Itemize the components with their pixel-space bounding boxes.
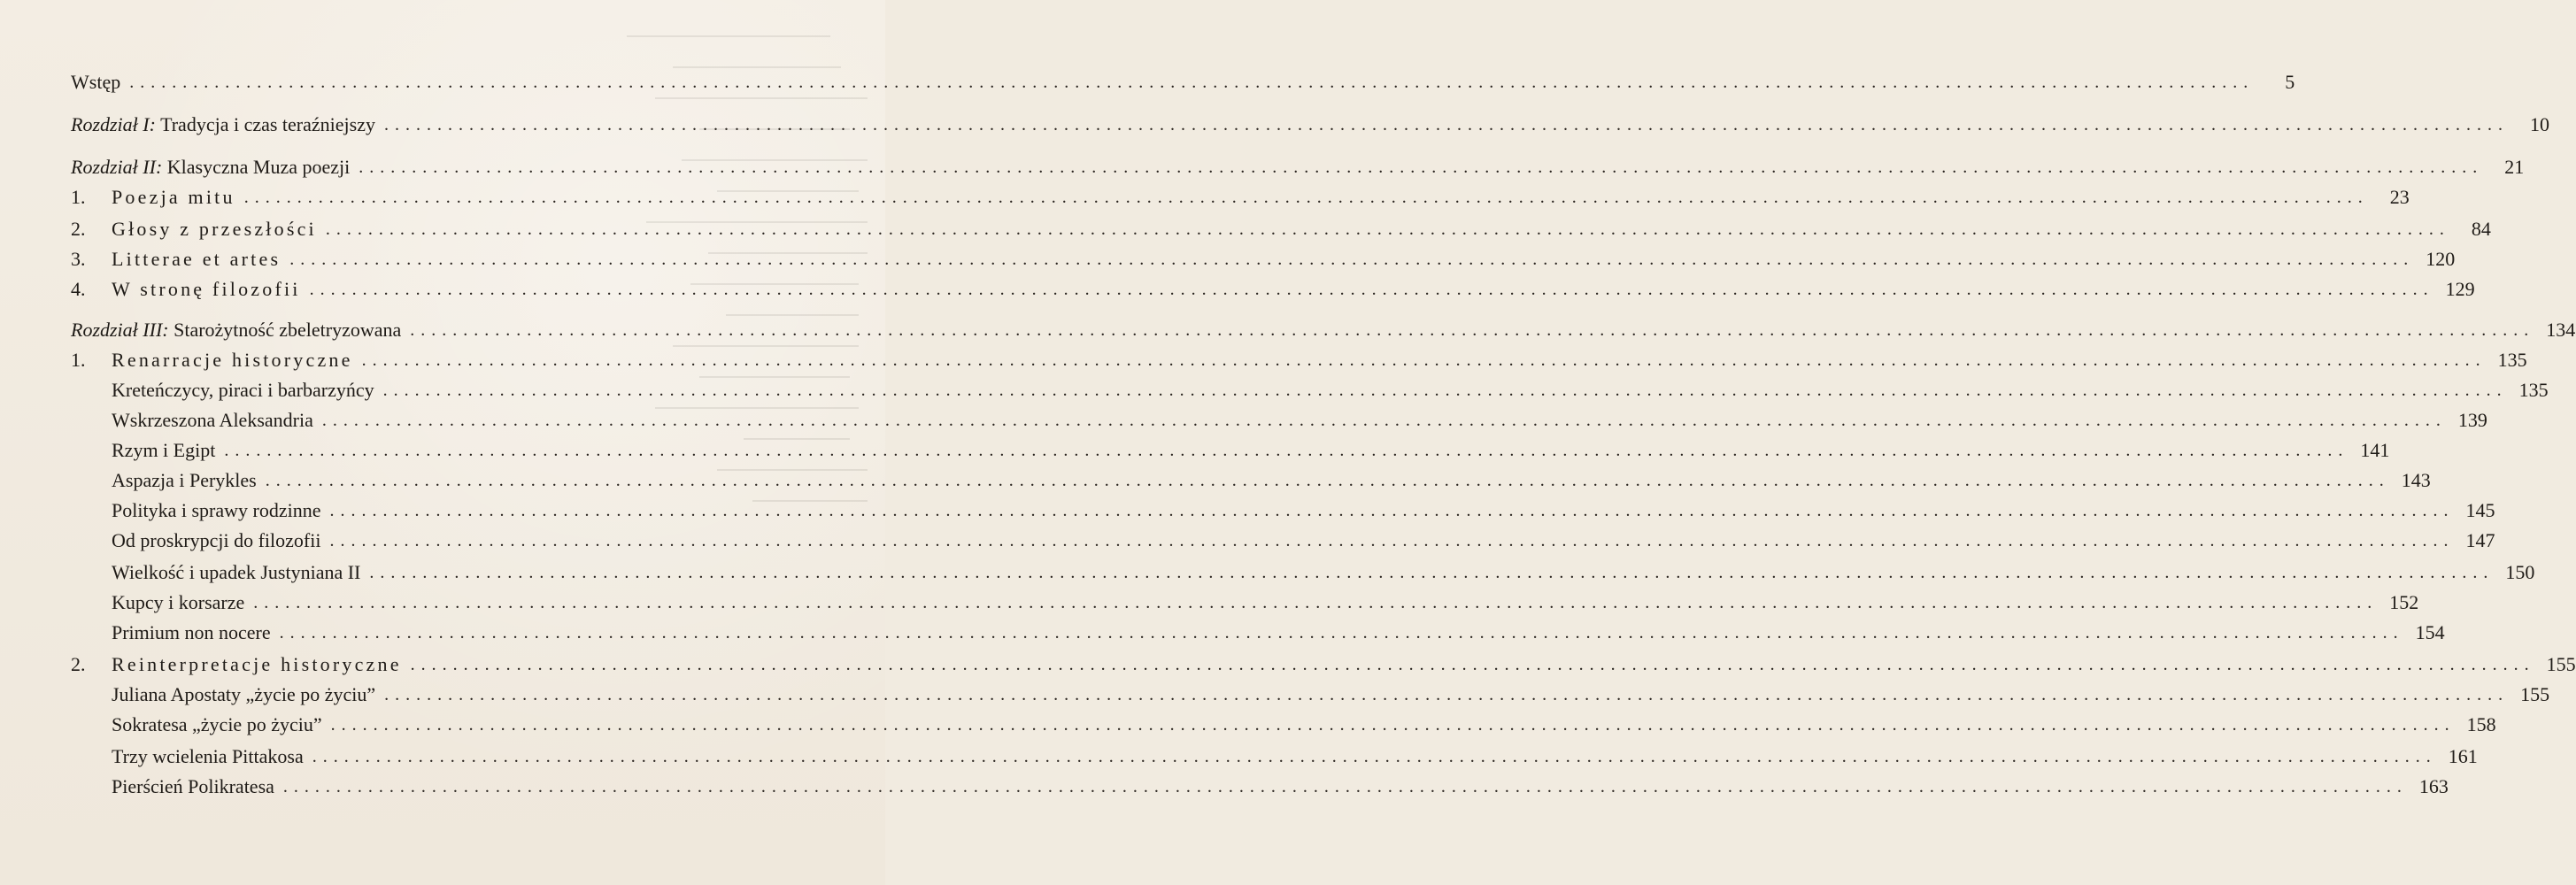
toc-entry-title <box>112 469 257 492</box>
toc-entry <box>71 646 2576 676</box>
dot-leader: ........................................................................................................................................................................................................ <box>330 715 2456 735</box>
toc-entry-title <box>112 186 235 209</box>
toc-entry-title-text: Poezja mitu <box>112 186 235 208</box>
toc-entry-page-number: 158 <box>2466 713 2496 735</box>
toc-entry-title <box>112 409 313 432</box>
toc-entry-title <box>112 278 301 301</box>
toc-entry <box>112 462 2431 492</box>
toc-entry-title-text: Juliana Apostaty „życie po życiu” <box>112 683 376 705</box>
toc-entry-title-text: Od proskrypcji do filozofii <box>112 529 321 551</box>
dot-leader: ........................................................................................................................................................................................................ <box>359 158 2484 177</box>
toc-entry <box>112 402 2487 432</box>
toc-entry-title <box>71 71 120 94</box>
toc-entry <box>71 64 2295 94</box>
toc-entry <box>112 706 2496 736</box>
toc-entry-title <box>112 529 320 552</box>
toc-entry-title-text: Klasyczna Muza poezji <box>166 156 351 178</box>
toc-entry <box>112 768 2449 798</box>
toc-entry-number: 2. <box>71 653 86 675</box>
toc-entry-title-text: Litterae et artes <box>112 248 282 270</box>
toc-entry-title <box>112 621 271 644</box>
toc-entry <box>112 554 2535 584</box>
dot-leader: ........................................................................................................................................................................................................ <box>329 531 2455 550</box>
toc-entry-page-number: 120 <box>2426 248 2456 270</box>
toc-entry-title <box>112 653 402 676</box>
toc-entry <box>71 271 2475 301</box>
toc-entry <box>71 179 2410 209</box>
toc-entry-title <box>112 499 320 522</box>
dot-leader: ........................................................................................................................................................................................................ <box>289 250 2415 269</box>
toc-entry-page-number: 154 <box>2415 621 2445 643</box>
toc-entry-number: 2. <box>71 218 86 240</box>
toc-entry-title <box>112 561 360 584</box>
toc-entry-number: 1. <box>71 349 86 371</box>
toc-entry-page-number: 135 <box>2497 349 2527 371</box>
toc-entry-title-text: W stronę filozofii <box>112 278 301 300</box>
dot-leader: ........................................................................................................................................................................................................ <box>282 777 2408 796</box>
toc-entry-title-text: Renarracje historyczne <box>112 349 353 371</box>
toc-entry-title-text: Kupcy i korsarze <box>112 591 245 613</box>
dot-leader: ........................................................................................................................................................................................................ <box>243 188 2369 207</box>
toc-entry-page-number: 10 <box>2529 113 2549 135</box>
toc-entry-page-number: 129 <box>2445 278 2475 300</box>
toc-entry <box>71 342 2527 372</box>
toc-entry-title-text: Polityka i sprawy rodzinne <box>112 499 321 521</box>
dot-leader: ........................................................................................................................................................................................................ <box>129 73 2255 92</box>
toc-entry-title-text: Wskrzeszona Aleksandria <box>112 409 313 431</box>
toc-entry-page-number: 135 <box>2518 379 2549 401</box>
toc-entry-title <box>112 683 375 706</box>
dot-leader: ........................................................................................................................................................................................................ <box>279 623 2404 643</box>
toc-entry <box>112 738 2478 768</box>
toc-entry <box>112 492 2495 522</box>
dot-leader: ........................................................................................................................................................................................................ <box>309 280 2434 299</box>
toc-entry-title-text: Sokratesa „życie po życiu” <box>112 713 322 735</box>
toc-entry-page-number: 134 <box>2546 319 2576 341</box>
toc-entry-title <box>112 439 215 462</box>
dot-leader: ........................................................................................................................................................................................................ <box>325 219 2450 239</box>
toc-entry-title <box>112 379 374 402</box>
toc-entry-page-number: 139 <box>2457 409 2487 431</box>
toc-entry-title-text: Wstęp <box>71 71 121 93</box>
toc-entry-page-number: 150 <box>2505 561 2535 583</box>
dot-leader: ........................................................................................................................................................................................................ <box>361 350 2487 370</box>
dot-leader: ........................................................................................................................................................................................................ <box>382 381 2508 400</box>
toc-entry-title-text: Głosy z przeszłości <box>112 218 317 240</box>
toc-entry-page-number: 23 <box>2389 186 2410 208</box>
dot-leader: ........................................................................................................................................................................................................ <box>369 563 2495 582</box>
toc-entry-title <box>112 349 353 372</box>
toc-entry-page-number: 21 <box>2504 156 2525 178</box>
toc-entry <box>71 241 2456 271</box>
toc-entry-number: 1. <box>71 186 86 208</box>
toc-entry-page-number: 141 <box>2360 439 2390 461</box>
dot-leader: ........................................................................................................................................................................................................ <box>329 501 2455 520</box>
dot-leader: ........................................................................................................................................................................................................ <box>312 747 2437 766</box>
toc-entry-title-text: Rzym i Egipt <box>112 439 216 461</box>
chapter-label: Rozdział II: <box>71 156 163 178</box>
toc-entry-title-text: Aspazja i Perykles <box>112 469 257 491</box>
toc-entry-page-number: 5 <box>2285 71 2295 93</box>
toc-entry <box>112 522 2495 552</box>
toc-entry-page-number: 155 <box>2520 683 2550 705</box>
toc-entry-title <box>71 113 375 136</box>
dot-leader: ........................................................................................................................................................................................................ <box>383 115 2509 135</box>
dot-leader: ........................................................................................................................................................................................................ <box>410 655 2535 674</box>
toc-entry <box>112 372 2549 402</box>
toc-entry <box>112 676 2550 706</box>
toc-entry-title-text: Starożytność zbeletryzowana <box>174 319 402 341</box>
toc-entry-title-text: Primium non nocere <box>112 621 271 643</box>
chapter-label: Rozdział III: <box>71 319 169 341</box>
toc-entry-page-number: 84 <box>2471 218 2491 240</box>
toc-entry-number: 4. <box>71 278 86 300</box>
toc-entry-number: 3. <box>71 248 86 270</box>
toc-entry-title <box>71 156 350 179</box>
toc-entry-page-number: 147 <box>2465 529 2495 551</box>
toc-entry-title-text: Trzy wcielenia Pittakosa <box>112 745 304 767</box>
toc-entry-page-number: 155 <box>2546 653 2576 675</box>
toc-entry <box>71 106 2549 136</box>
dot-leader: ........................................................................................................................................................................................................ <box>384 685 2510 704</box>
toc-entry-title-text: Wielkość i upadek Justyniana II <box>112 561 361 583</box>
toc-entry <box>71 312 2576 342</box>
toc-entry <box>71 211 2491 241</box>
chapter-label: Rozdział I: <box>71 113 156 135</box>
toc-entry-page-number: 152 <box>2389 591 2419 613</box>
toc-entry-page-number: 145 <box>2465 499 2495 521</box>
toc-entry <box>71 149 2525 179</box>
toc-entry-title <box>112 775 274 798</box>
toc-entry-title <box>112 591 244 614</box>
dot-leader: ........................................................................................................................................................................................................ <box>321 411 2447 430</box>
toc-entry-title-text: Pierścień Polikratesa <box>112 775 274 797</box>
toc-entry-page-number: 163 <box>2418 775 2449 797</box>
dot-leader: ........................................................................................................................................................................................................ <box>265 471 2390 490</box>
toc-entry-title-text: Reinterpretacje historyczne <box>112 653 402 675</box>
toc-entry-title <box>112 248 281 271</box>
dot-leader: ........................................................................................................................................................................................................ <box>253 593 2379 612</box>
toc-entry-title <box>112 218 317 241</box>
toc-entry <box>112 432 2390 462</box>
dot-leader: ........................................................................................................................................................................................................ <box>410 320 2535 340</box>
toc-entry <box>112 614 2445 644</box>
toc-entry-page-number: 143 <box>2401 469 2431 491</box>
toc-entry-page-number: 161 <box>2448 745 2478 767</box>
toc-entry-title <box>71 319 401 342</box>
toc-entry-title <box>112 745 304 768</box>
toc-entry-title-text: Tradycja i czas teraźniejszy <box>160 113 375 135</box>
dot-leader: ........................................................................................................................................................................................................ <box>224 441 2349 460</box>
toc-entry <box>112 584 2419 614</box>
toc-entry-title <box>112 713 322 736</box>
toc-entry-title-text: Kreteńczycy, piraci i barbarzyńcy <box>112 379 374 401</box>
